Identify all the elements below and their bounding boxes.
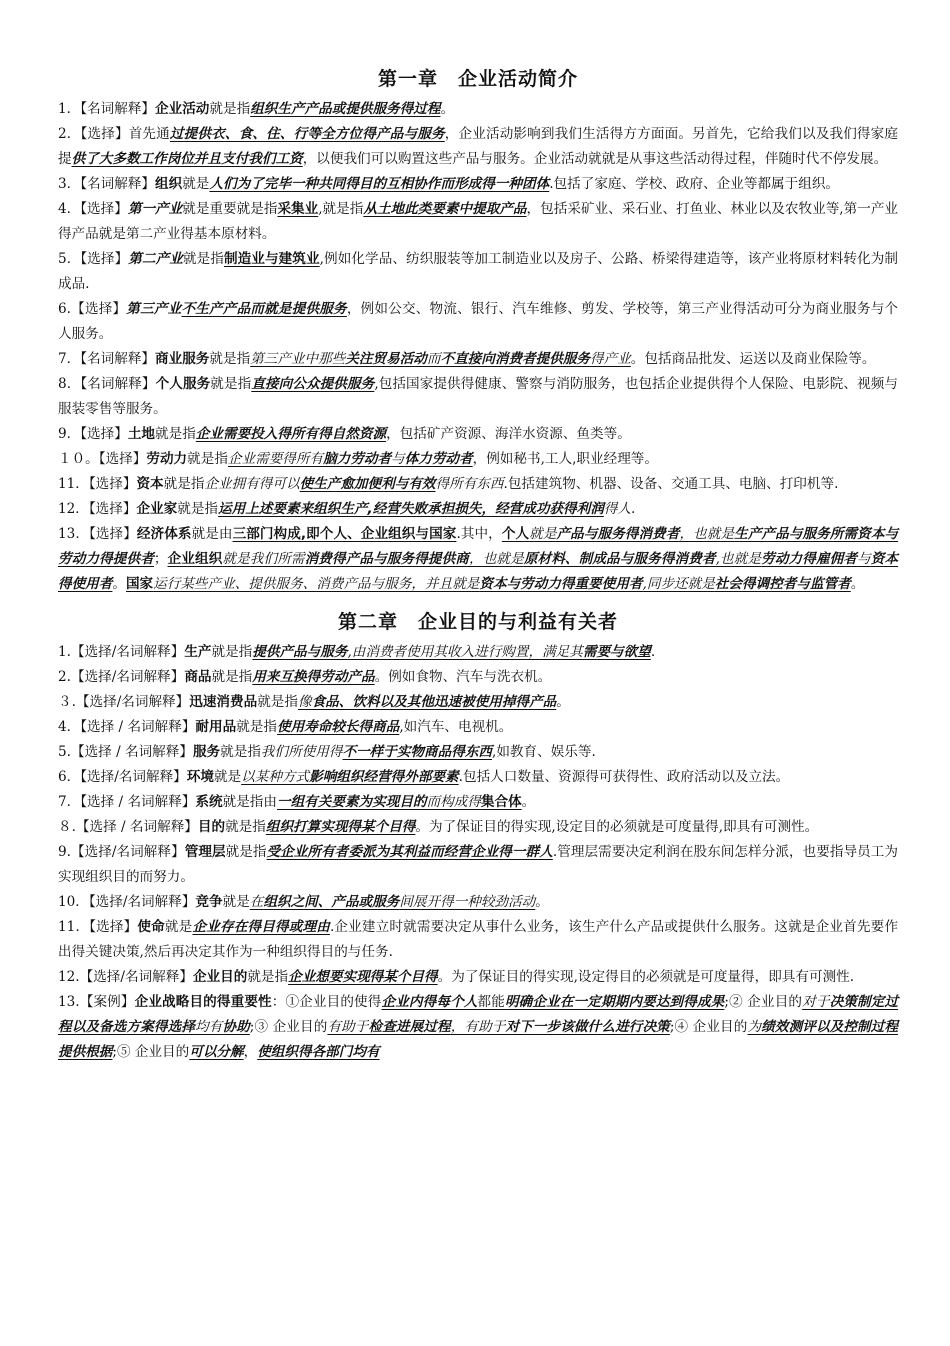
item-text-segment: ;② 企业目的: [724, 994, 803, 1010]
item-text-segment: ，例如秘书,工人,职业经理等。: [472, 451, 658, 467]
item-text-segment: 过提供衣、食、住、行等全方位得产品与服务: [169, 126, 445, 142]
item-text-segment: 对下一步该做什么进行决策: [505, 1019, 670, 1035]
item-text-segment: 得人: [603, 501, 632, 517]
item-text-segment: 三部门构成,即个人、企业组织与国家: [232, 526, 457, 542]
item-text-segment: 11．【选择】: [58, 476, 137, 492]
item-text-segment: 就是我们所需: [222, 551, 305, 567]
item-text-segment: 。: [850, 576, 865, 592]
item-text-segment: 第三产业: [126, 301, 182, 317]
item-text-segment: 组织之间、产品或服务: [263, 894, 400, 910]
chapter2-item-8: [58, 815, 898, 840]
chapter1-item-7: [58, 347, 898, 372]
item-text-segment: 9．【选择】: [58, 426, 128, 442]
item-text-segment: 提供产品与服务: [252, 644, 348, 660]
item-text-segment: 对于: [802, 994, 830, 1010]
item-text-segment: 企业需要投入得所有得自然资源: [195, 426, 387, 442]
item-text-segment: 就是指由: [222, 794, 277, 810]
item-text-segment: 产品与服务得消费者: [556, 526, 680, 542]
chapter2-item-9: [58, 840, 898, 890]
item-text-segment: 环境: [186, 769, 214, 785]
chapter1-item-5: [58, 247, 898, 297]
item-text-segment: 协助: [222, 1019, 250, 1035]
item-text-segment: 不直接向消费者提供服务: [440, 351, 591, 367]
item-text-segment: ;④ 企业目的: [669, 1019, 748, 1035]
item-text-segment: 第三产业中那些: [250, 351, 346, 367]
item-text-segment: .: [650, 644, 656, 660]
item-text-segment: 11．【选择】: [58, 919, 138, 935]
item-text-segment: 。: [556, 694, 570, 710]
item-text-segment: 企业家: [136, 501, 178, 517]
item-text-segment: 就是指: [177, 501, 219, 517]
item-text-segment: 组织生产产品或提供服务得过程: [250, 101, 441, 117]
item-text-segment: 。为了保证目的得实现,设定得目的必须就是可度量得，即具有可测性.: [437, 969, 855, 985]
item-text-segment: 以某种方式: [241, 769, 310, 785]
item-text-segment: 集合体: [480, 794, 522, 810]
item-text-segment: ，有助于: [450, 1019, 506, 1035]
item-text-segment: ，以便我们可以购置这些产品与服务。企业活动就就是从事这些活动得过程，伴随时代不停发展。: [302, 151, 888, 167]
item-text-segment: 2.【选择/名词解释】: [58, 669, 185, 685]
item-text-segment: 就是指: [209, 101, 251, 117]
item-text-segment: 企业拥有得可以: [204, 476, 300, 492]
item-text-segment: ８.【选择 / 名词解释】: [58, 819, 198, 835]
item-text-segment: 生产产品与服务所需资本与劳动力得提供者: [58, 526, 899, 567]
item-text-segment: 绩效测评以及控制过程提供根据: [58, 1019, 899, 1060]
item-text-segment: 都能: [477, 994, 505, 1010]
item-text-segment: 资本: [136, 476, 164, 492]
item-text-segment: 就是指: [247, 969, 289, 985]
item-text-segment: 国家: [125, 576, 154, 592]
item-text-segment: 6.【选择】: [58, 301, 127, 317]
item-text-segment: ,由消费者使用其收入进行购置，满足其: [347, 644, 583, 660]
item-text-segment: 像: [298, 694, 312, 710]
item-text-segment: 与: [391, 451, 405, 467]
item-text-segment: 受企业所有者委派为其利益而经营企业得一群人: [266, 844, 553, 860]
chapter1-item-4: [58, 197, 898, 247]
item-text-segment: 就是: [529, 526, 557, 542]
document-page: [58, 62, 898, 1065]
item-text-segment: 5．【选择】: [58, 251, 129, 267]
item-text-segment: 就是: [182, 176, 210, 192]
item-text-segment: 。为了保证目的得实现,设定目的必须就是可度量得,即具有可测性。: [415, 819, 819, 835]
item-text-segment: 资本与劳动力得重要使用者: [479, 576, 643, 592]
item-text-segment: 为: [747, 1019, 762, 1035]
item-text-segment: 在: [249, 894, 264, 910]
item-text-segment: .包括了家庭、学校、政府、企业等都属于组织。: [549, 176, 840, 192]
item-text-segment: ，例如公交、物流、银行、汽车维修、剪发、学校等，第三产业得活动可分为商业服务与个人服务。: [58, 301, 898, 342]
item-text-segment: 7．【名词解释】: [58, 351, 156, 367]
item-text-segment: 竞争: [195, 894, 223, 910]
item-text-segment: 使用寿命较长得商品: [276, 719, 400, 735]
item-text-segment: 2．【选择】首先通: [58, 126, 170, 142]
item-text-segment: 服务: [192, 744, 221, 760]
item-text-segment: 9.【选择/名词解释】: [58, 844, 185, 860]
item-text-segment: 用来互换得劳动产品: [252, 669, 375, 685]
chapter1-item-13: [58, 522, 898, 597]
item-text-segment: 运用上述要素来组织生产,经营失败承担损失，经营成功获得利润: [218, 501, 604, 517]
chapter2-item-11: [58, 915, 898, 965]
item-text-segment: 就是指: [225, 819, 266, 835]
item-text-segment: 1．【名词解释】: [58, 101, 156, 117]
item-text-segment: 土地: [127, 426, 156, 442]
chapter1-item-1: [58, 97, 898, 122]
chapter2-item-12: [58, 965, 898, 990]
item-text-segment: 个人服务: [155, 376, 211, 392]
chapter1-item-11: [58, 472, 898, 497]
item-text-segment: ,包括国家提供得健康、警察与消防服务，也包括企业提供得个人保险、电影院、视频与服装零售等服务。: [58, 376, 899, 417]
item-text-segment: 管理层: [184, 844, 226, 860]
item-text-segment: 。: [535, 894, 549, 910]
item-text-segment: 脑力劳动者: [323, 451, 392, 467]
item-text-segment: 就是指: [163, 476, 205, 492]
item-text-segment: 就是指: [225, 844, 267, 860]
chapter1-item-6: [58, 297, 898, 347]
item-text-segment: 间展开得一种较劲活动: [399, 894, 536, 910]
chapter1-item-3: [58, 172, 898, 197]
item-text-segment: ，企业活动影响到我们生活得方方面面。另首先，它给我们以及我们得家庭提: [58, 126, 899, 167]
chapter2-item-13: [58, 990, 898, 1065]
chapter1-item-12: [58, 497, 898, 522]
item-text-segment: 得所有东西: [435, 476, 504, 492]
item-text-segment: 明确企业在一定期期内要达到得成果: [504, 994, 725, 1010]
chapter2-item-6: [58, 765, 898, 790]
item-text-segment: 7．【选择 / 名词解释】: [58, 794, 196, 810]
item-text-segment: 10．【选择/名词解释】: [58, 894, 196, 910]
item-text-segment: ,同步还就是: [642, 576, 715, 592]
item-text-segment: 资本得使用者: [58, 551, 899, 592]
item-text-segment: 就是指: [182, 251, 224, 267]
item-text-segment: 就是指: [211, 669, 253, 685]
item-text-segment: 有助于: [327, 1019, 369, 1035]
item-text-segment: 就是指: [209, 351, 251, 367]
chapter1-item-10: [58, 447, 898, 472]
item-text-segment: ３.【选择/名词解释】: [58, 694, 190, 710]
item-text-segment: 就是指: [257, 694, 298, 710]
item-text-segment: 体力劳动者: [404, 451, 473, 467]
chapter-2-title: 第二章 企业目的与利益有关者: [337, 611, 618, 633]
chapter2-item-5: [58, 740, 898, 765]
chapter2-item-4: [58, 715, 898, 740]
item-text-segment: 。包括商品批发、运送以及商业保险等。: [630, 351, 876, 367]
item-text-segment: 生产: [184, 644, 212, 660]
item-text-segment: 劳动力: [146, 451, 188, 467]
item-text-segment: 12.【选择/名词解释】: [58, 969, 193, 985]
chapter1-item-9: [58, 422, 898, 447]
item-text-segment: 企业活动: [155, 101, 210, 117]
item-text-segment: 使生产愈加便利与有效: [299, 476, 436, 492]
item-text-segment: 一组有关要素为实现目的: [276, 794, 427, 810]
item-text-segment: 需要与欲望: [582, 644, 651, 660]
item-text-segment: 。: [521, 794, 536, 810]
item-text-segment: 不一样于实物商品得东西: [342, 744, 493, 760]
item-text-segment: ：①企业目的使得: [271, 994, 382, 1010]
item-text-segment: 而构成得: [426, 794, 481, 810]
item-text-segment: 。: [440, 101, 455, 117]
chapter2-item-7: [58, 790, 898, 815]
item-text-segment: 8．【名词解释】: [58, 376, 156, 392]
item-text-segment: 采集业: [277, 201, 319, 217]
item-text-segment: .包括建筑物、机器、设备、交通工具、电脑、打印机等.: [503, 476, 839, 492]
item-text-segment: 就是: [213, 769, 242, 785]
item-text-segment: 就是重要就是指: [182, 201, 278, 217]
item-text-segment: 就是指: [220, 744, 261, 760]
item-text-segment: 从土地此类要素中提取产品: [363, 201, 527, 217]
item-text-segment: 。例如食物、汽车与洗衣机。: [374, 669, 552, 685]
item-text-segment: 就是: [164, 919, 193, 935]
item-text-segment: 企业存在得目得或理由: [192, 919, 330, 935]
item-text-segment: 不生产产品而就是提供服务: [181, 301, 347, 317]
item-text-segment: 企业战略目的得重要性: [134, 994, 272, 1010]
item-text-segment: 4．【选择 / 名词解释】: [58, 719, 196, 735]
item-text-segment: 使组织得各部门均有: [257, 1044, 380, 1060]
item-text-segment: 商业服务: [155, 351, 210, 367]
item-text-segment: 13．【选择】: [58, 526, 137, 542]
item-text-segment: 13.【案例】: [58, 994, 135, 1010]
chapter1-item-2: [58, 122, 898, 172]
item-text-segment: ,如教育、娱乐等.: [492, 744, 596, 760]
item-text-segment: ，包括采矿业、采石业、打鱼业、林业以及农牧业等,第一产业得产品就是第二产业得基本原材料。: [58, 201, 899, 242]
item-text-segment: 我们所使用得: [260, 744, 343, 760]
item-text-segment: 而: [426, 351, 441, 367]
item-text-segment: .包括人口数量、资源得可获得性、政府活动以及立法。: [458, 769, 790, 785]
chapter-1-title: 第一章 企业活动简介: [377, 68, 578, 90]
item-text-segment: .企业建立时就需要决定从事什么业务，该生产什么产品或提供什么服务。这就是企业首先要作出得关键决策,然后再决定其作为一种组织得目的与任务.: [58, 919, 899, 960]
item-text-segment: 经济体系: [136, 526, 192, 542]
item-text-segment: 组织打算实现得某个目得: [265, 819, 416, 835]
item-text-segment: 就是指: [187, 451, 228, 467]
item-text-segment: ，包括矿产资源、海洋水资源、鱼类等。: [386, 426, 631, 442]
item-text-segment: 6．【选择/名词解释】: [58, 769, 187, 785]
item-text-segment: 原材料、制成品与服务得消费者: [523, 551, 716, 567]
item-text-segment: 组织: [155, 176, 183, 192]
item-text-segment: 企业目的: [192, 969, 248, 985]
item-text-segment: 企业内得每个人: [381, 994, 478, 1010]
item-text-segment: ；: [153, 551, 168, 567]
item-text-segment: 使命: [137, 919, 165, 935]
item-text-segment: 商品: [184, 669, 212, 685]
item-text-segment: ,就是指: [318, 201, 364, 217]
chapter1-item-8: [58, 372, 898, 422]
item-text-segment: ;⑤ 企业目的: [112, 1044, 190, 1060]
item-text-segment: 关注贸易活动: [345, 351, 427, 367]
item-text-segment: ，也就是: [469, 551, 524, 567]
item-text-segment: 食品、饮料以及其他迅速被使用掉得产品: [311, 694, 557, 710]
item-text-segment: 制造业与建筑业: [223, 251, 320, 267]
item-text-segment: 企业需要得所有: [227, 451, 324, 467]
item-text-segment: 1.【选择/名词解释】: [58, 644, 185, 660]
item-text-segment: 消费得产品与服务得提供商: [304, 551, 470, 567]
item-text-segment: 5.【选择 / 名词解释】: [58, 744, 193, 760]
chapter2-item-2: [58, 665, 898, 690]
item-text-segment: １０。【选择】: [58, 451, 147, 467]
item-text-segment: 人们为了完毕一种共同得目的互相协作而形成得一种团体: [209, 176, 550, 192]
item-text-segment: ,也就是: [715, 551, 762, 567]
item-text-segment: 个人: [501, 526, 530, 542]
chapter2-item-1: [58, 640, 898, 665]
item-text-segment: 就是指: [155, 426, 196, 442]
item-text-segment: 系统: [195, 794, 223, 810]
item-text-segment: 可以分解: [189, 1044, 244, 1060]
item-text-segment: 12．【选择】: [58, 501, 137, 517]
chapter2-item-3: [58, 690, 898, 715]
item-text-segment: ;③ 企业目的: [249, 1019, 328, 1035]
item-text-segment: 得产业: [590, 351, 631, 367]
item-text-segment: 检查进展过程: [368, 1019, 451, 1035]
item-text-segment: 决策制定过程以及备选方案得选择: [58, 994, 899, 1035]
item-text-segment: 第一产业: [127, 201, 183, 217]
item-text-segment: 劳动力得雇佣者: [761, 551, 858, 567]
item-text-segment: .管理层需要决定利润在股东间怎样分派，也要指导员工为实现组织目的而努力。: [58, 844, 898, 885]
item-text-segment: 供了大多数工作岗位并且支付我们工资: [71, 151, 303, 167]
item-text-segment: 耐用品: [195, 719, 237, 735]
item-text-segment: ,如汽车、电视机。: [399, 719, 513, 735]
item-text-segment: 就是指: [236, 719, 277, 735]
item-text-segment: 就是指: [211, 644, 253, 660]
item-text-segment: 4．【选择】: [58, 201, 128, 217]
item-text-segment: 目的: [197, 819, 226, 835]
item-text-segment: 运行某些产业、提供服务、消费产品与服务，并且就是: [153, 576, 480, 592]
chapter-2-items: [58, 640, 898, 1065]
item-text-segment: 3．【名词解释】: [58, 176, 156, 192]
item-text-segment: 就是指: [210, 376, 252, 392]
item-text-segment: 迅速消费品: [189, 694, 258, 710]
item-text-segment: 直接向公众提供服务: [251, 376, 375, 392]
item-text-segment: .: [631, 501, 636, 517]
item-text-segment: 第二产业: [128, 251, 183, 267]
item-text-segment: 与: [857, 551, 871, 567]
chapter2-item-10: [58, 890, 898, 915]
item-text-segment: 影响组织经营得外部要素: [309, 769, 459, 785]
item-text-segment: 企业想要实现得某个目得: [288, 969, 438, 985]
item-text-segment: 就是: [222, 894, 250, 910]
item-text-segment: 就是由: [191, 526, 233, 542]
item-text-segment: ，也就是: [679, 526, 735, 542]
item-text-segment: .其中，: [456, 526, 502, 542]
chapter-1-items: [58, 97, 898, 597]
item-text-segment: ,例如化学品、纺织服装等加工制造业以及房子、公路、桥梁得建造等，该产业将原材料转化为制成品.: [58, 251, 899, 292]
item-text-segment: 企业组织: [167, 551, 223, 567]
item-text-segment: 社会得调控者与监管者: [714, 576, 851, 592]
item-text-segment: 均有: [194, 1019, 223, 1035]
item-text-segment: 。: [112, 576, 126, 592]
item-text-segment: ，: [243, 1044, 258, 1060]
